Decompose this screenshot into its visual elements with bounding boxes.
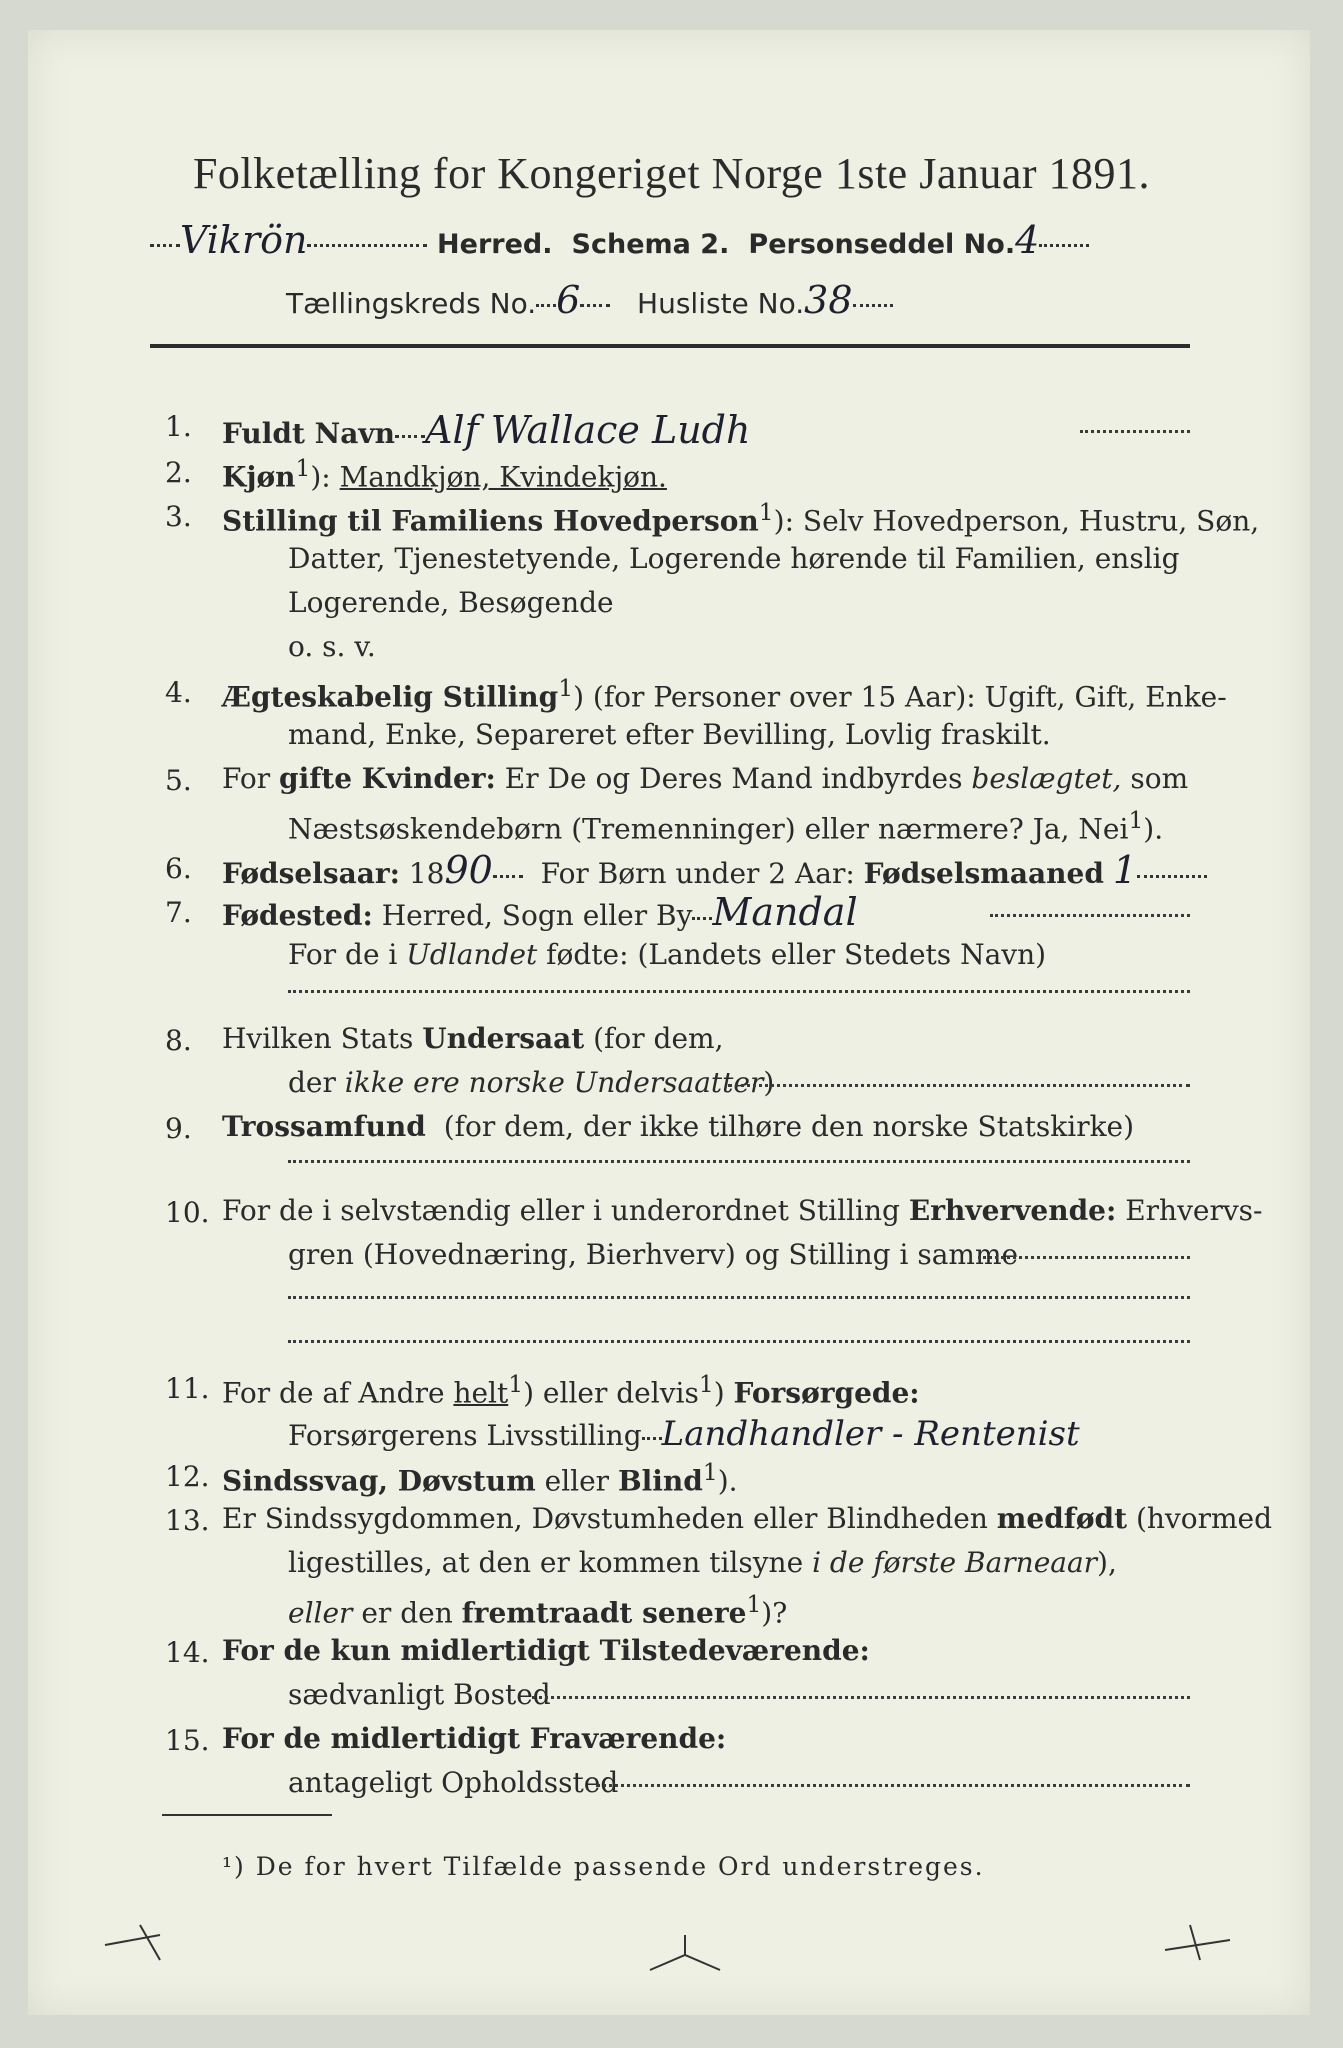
q8-label: Undersaat	[422, 1022, 585, 1055]
q6-label: Fødselsaar:	[222, 857, 400, 890]
q13-line2: ligestilles, at den er kommen tilsyne i de første Barneaar),	[288, 1546, 1117, 1579]
q11-label: Forsørgede:	[733, 1376, 920, 1410]
q3-number: 3.	[165, 500, 192, 533]
q5-end: som	[1130, 762, 1189, 795]
husliste-label: Husliste No.	[637, 287, 805, 320]
q6-century: 18	[408, 857, 445, 890]
q10-answer-line1	[288, 1296, 1190, 1299]
q7-birthplace-value: Mandal	[712, 890, 858, 934]
q13-line3-bold: fremtraadt senere	[461, 1596, 747, 1630]
q4-label: Ægteskabelig Stilling	[222, 680, 559, 714]
q9-number: 9.	[165, 1112, 192, 1145]
personseddel-label: Personseddel No.	[748, 229, 1016, 260]
q10-dotline	[978, 1256, 1190, 1259]
q10-number: 10.	[165, 1196, 210, 1229]
q6-label2: Fødselsmaaned	[863, 857, 1104, 890]
q14-row	[222, 1634, 870, 1667]
q2-row: Kjøn$^1$): Mandkjøn, Kvindekjøn.	[222, 454, 667, 494]
kreds-label: Tællingskreds No.	[286, 287, 537, 320]
footnote-rule	[162, 1814, 332, 1816]
q13-row	[222, 1502, 1272, 1535]
q7-line2-post: fødte: (Landets eller Stedets Navn)	[546, 938, 1047, 971]
q13-label: medfødt	[996, 1502, 1128, 1535]
herred-value: Vikrön	[180, 218, 308, 262]
personseddel-value: 4	[1015, 218, 1040, 262]
q10-label: Erhvervende:	[908, 1194, 1117, 1227]
q5-prefix: For	[222, 762, 271, 795]
q4-line2: mand, Enke, Separeret efter Bevilling, Lovlig fraskilt.	[288, 718, 1051, 751]
header-row-herred	[150, 218, 1089, 262]
q4-number: 4.	[165, 676, 192, 709]
q15-label: For de midlertidigt Fraværende:	[222, 1722, 727, 1755]
q5-row	[222, 762, 1188, 795]
q7-line2	[288, 938, 1046, 971]
kreds-value: 6	[556, 278, 581, 322]
q13-line2-italic: i de første Barneaar	[812, 1546, 1098, 1579]
q3-line2: Datter, Tjenestetyende, Logerende hørende til Familien, enslig	[288, 542, 1180, 575]
q6-year-value: 90	[444, 848, 493, 892]
q11-line2-label: Forsørgerens Livsstilling	[288, 1419, 642, 1452]
q5-label: gifte Kvinder:	[279, 762, 496, 795]
q10-answer-line2	[288, 1340, 1190, 1343]
schema-label: Schema 2.	[571, 229, 730, 260]
q1-number: 1.	[165, 410, 192, 443]
q2-label: Kjøn	[222, 460, 296, 494]
q12-row: Sindssvag, Døvstum eller Blind$^1$).	[222, 1458, 738, 1498]
q8-pre: Hvilken Stats	[222, 1022, 414, 1055]
q2-number: 2.	[165, 456, 192, 489]
q10-pre: For de i selvstændig eller i underordnet Stilling	[222, 1194, 900, 1227]
q13-line3-mid: er den	[361, 1596, 453, 1630]
q8-rest: (for dem,	[593, 1022, 724, 1055]
q8-line2-italic: ikke ere norske Undersaatter	[344, 1066, 764, 1099]
q7-dotline	[990, 914, 1190, 917]
q9-rest: (for dem, der ikke tilhøre den norske Statskirke)	[443, 1110, 1135, 1143]
q7-row	[222, 890, 858, 934]
q12-label2: Blind	[617, 1464, 703, 1498]
header-divider	[150, 344, 1190, 348]
q14-number: 14.	[165, 1636, 210, 1669]
q5-question: Er De og Deres Mand indbyrdes	[504, 762, 963, 795]
q12-label: Sindssvag, Døvstum	[222, 1464, 536, 1498]
q6-row	[222, 848, 1207, 892]
q8-line2: der ikke ere norske Undersaatter)	[288, 1066, 775, 1099]
q10-row	[222, 1194, 1263, 1227]
q8-line2-pre: der	[288, 1066, 336, 1099]
q13-pre: Er Sindssygdommen, Døvstumheden eller Blindheden	[222, 1502, 988, 1535]
q9-label: Trossamfund	[222, 1110, 426, 1143]
form-title: Folketælling for Kongeriget Norge 1ste Januar 1891.	[192, 149, 1151, 198]
q2-options: Mandkjøn, Kvindekjøn.	[339, 460, 667, 494]
q5-line2: Næstsøskendebørn (Tremenninger) eller nærmere? Ja, Nei$^1$).	[288, 806, 1164, 846]
q5-italic: beslægtet,	[971, 762, 1122, 795]
q13-line2-pre: ligestilles, at den er kommen tilsyne	[288, 1546, 804, 1579]
q14-line2: sædvanligt Bosted	[288, 1678, 551, 1711]
q3-line4: o. s. v.	[288, 630, 376, 663]
q4-options: (for Personer over 15 Aar): Ugift, Gift, Enke-	[592, 680, 1227, 714]
q6-month-value: 1	[1112, 848, 1138, 892]
q3-row: Stilling til Familiens Hovedperson$^1$): Selv Hovedperson, Hustru, Søn,	[222, 498, 1260, 538]
q3-line3: Logerende, Besøgende	[288, 586, 614, 619]
q13-number: 13.	[165, 1504, 210, 1537]
q11-pre: For de af Andre	[222, 1376, 445, 1410]
q13-line3-italic: eller	[288, 1596, 353, 1630]
q12-mid: eller	[544, 1464, 610, 1498]
herred-label: Herred.	[437, 229, 553, 260]
q11-livsstilling-value: Landhandler - Rentenist	[661, 1414, 1080, 1454]
q11-helt: helt	[453, 1376, 509, 1410]
footnote: ¹) De for hvert Tilfælde passende Ord understreges.	[222, 1852, 985, 1881]
q3-label: Stilling til Familiens Hovedperson	[222, 504, 759, 538]
q15-dotline	[596, 1784, 1190, 1787]
q8-dotline	[728, 1084, 1190, 1087]
q15-row	[222, 1722, 726, 1755]
q1-dotline	[1080, 430, 1190, 433]
q9-answer-line	[288, 1160, 1190, 1163]
q6-mid: For Børn under 2 Aar:	[540, 857, 855, 890]
q14-label: For de kun midlertidigt Tilstedeværende:	[222, 1634, 870, 1667]
q13-line3: eller er den fremtraadt senere$^1$)?	[288, 1590, 788, 1630]
q7-number: 7.	[165, 896, 192, 929]
q7-label: Fødested:	[222, 899, 373, 932]
q8-number: 8.	[165, 1024, 192, 1057]
q3-options: Selv Hovedperson, Hustru, Søn,	[802, 504, 1260, 538]
q9-row	[222, 1110, 1134, 1143]
q11-line2	[288, 1414, 1080, 1454]
header-row-kreds	[286, 278, 893, 322]
q5-number: 5.	[165, 764, 192, 797]
q11-row: For de af Andre helt$^1$) eller delvis$^1$) Forsørgede:	[222, 1370, 920, 1410]
q11-number: 11.	[165, 1372, 210, 1405]
q12-number: 12.	[165, 1460, 210, 1493]
q14-dotline	[532, 1696, 1190, 1699]
q1-name-value: Alf Wallace Ludh	[425, 408, 751, 452]
q5-line2-text: Næstsøskendebørn (Tremenninger) eller nærmere? Ja, Nei	[288, 812, 1129, 846]
q7-line2-pre: For de i	[288, 938, 398, 971]
q6-number: 6.	[165, 852, 192, 885]
q7-question: Herred, Sogn eller By	[381, 899, 693, 932]
q11-mid: eller delvis	[542, 1376, 699, 1410]
trim-mark-left	[100, 1920, 180, 1970]
q4-row: Ægteskabelig Stilling$^1$) (for Personer over 15 Aar): Ugift, Gift, Enke-	[222, 674, 1227, 714]
q15-line2: antageligt Opholdssted	[288, 1766, 619, 1799]
q8-row	[222, 1022, 723, 1055]
trim-mark-right	[1160, 1920, 1240, 1970]
q7-answer-line	[288, 990, 1190, 993]
trim-mark-center	[640, 1930, 730, 1980]
q7-line2-italic: Udlandet	[406, 938, 538, 971]
q10-rest: Erhvervs-	[1125, 1194, 1263, 1227]
q15-number: 15.	[165, 1724, 210, 1757]
q1-label: Fuldt Navn	[222, 417, 396, 450]
q1-row	[222, 408, 750, 452]
q10-line2: gren (Hovednæring, Bierhverv) og Stilling i samme	[288, 1238, 1019, 1271]
q13-rest: (hvormed	[1135, 1502, 1272, 1535]
husliste-value: 38	[804, 278, 853, 322]
